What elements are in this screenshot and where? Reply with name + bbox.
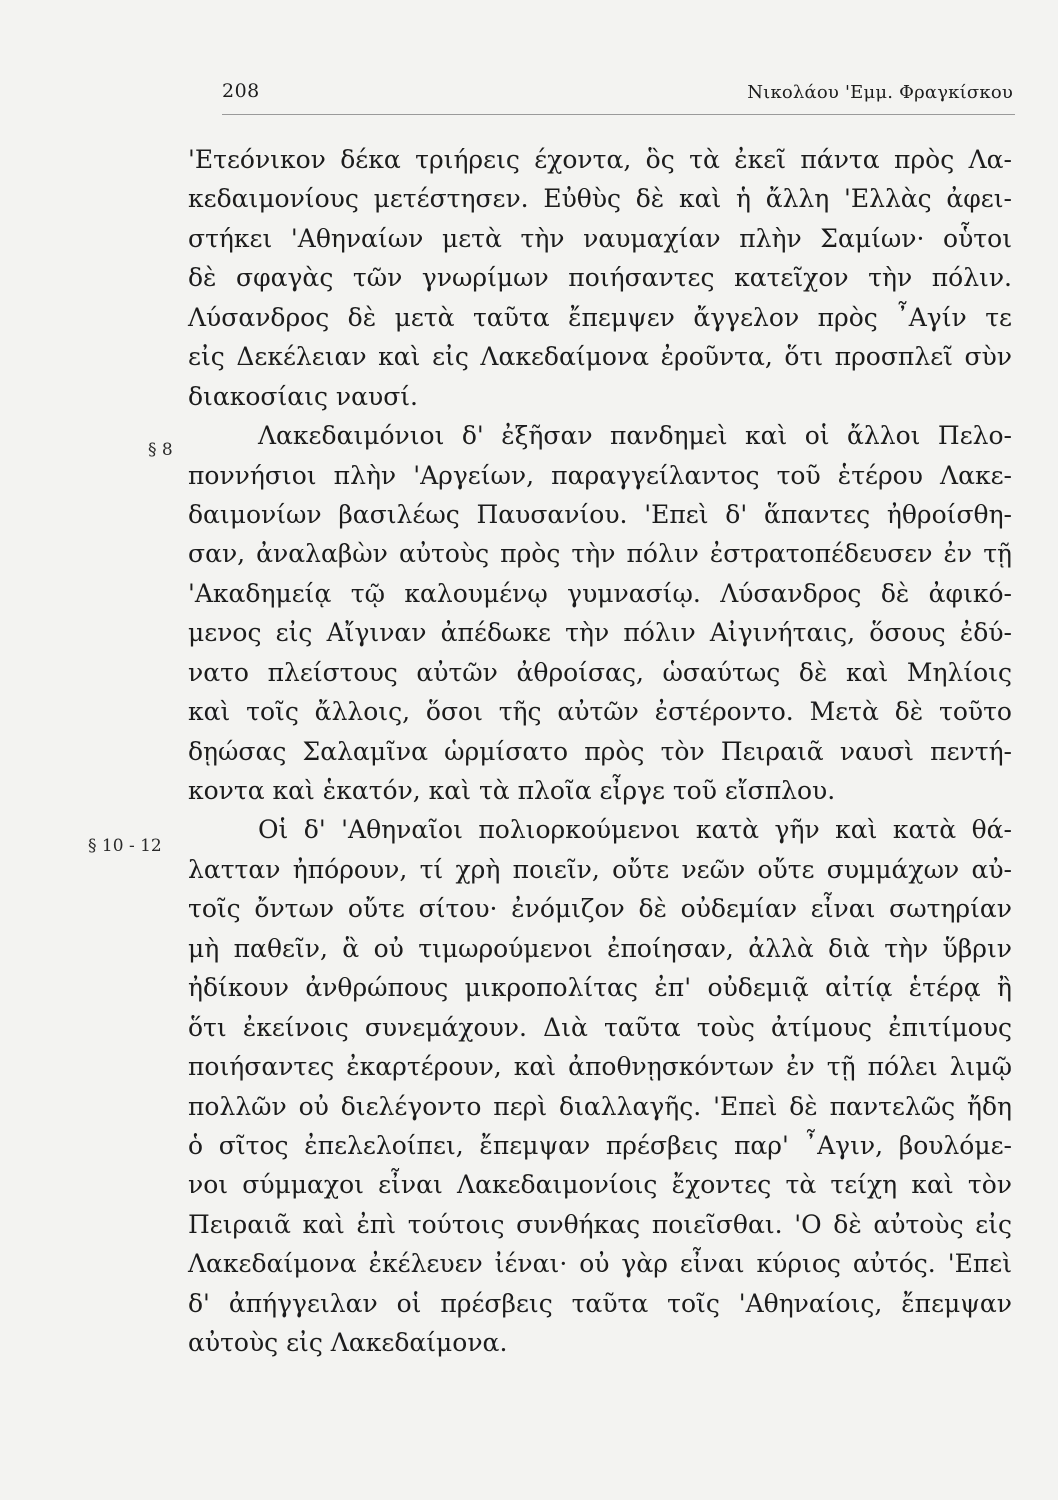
text-line: δὲ σφαγὰς τῶν γνωρίμων ποιήσαντες κατεῖχον τὴν πόλιν. xyxy=(188,263,1012,293)
text-line: Λύσανδρος δὲ μετὰ ταῦτα ἔπεμψεν ἄγγελον πρὸς ῏Αγίν τε xyxy=(188,302,1012,332)
text-line: ποννήσιοι πλὴν 'Αργείων, παραγγείλαντος τοῦ ἑτέρου Λακε- xyxy=(188,460,1012,490)
text-line: μὴ παθεῖν, ἃ οὐ τιμωρούμενοι ἐποίησαν, ἀλλὰ διὰ τὴν ὕβριν xyxy=(188,933,1012,963)
body-text xyxy=(188,140,1012,1363)
text-line: ποιήσαντες ἐκαρτέρουν, καὶ ἀποθνῃσκόντων ἐν τῇ πόλει λιμῷ xyxy=(188,1052,1012,1082)
margin-note-section-8: § 8 xyxy=(148,440,173,460)
text-line: Πειραιᾶ καὶ ἐπὶ τούτοις συνθήκας ποιεῖσθαι. 'Ο δὲ αὐτοὺς εἰς xyxy=(188,1209,1012,1239)
text-line: στήκει 'Αθηναίων μετὰ τὴν ναυμαχίαν πλὴν Σαμίων· οὗτοι xyxy=(188,223,1012,253)
text-line: μενος εἰς Αἴγιναν ἀπέδωκε τὴν πόλιν Αἰγινήταις, ὅσους ἐδύ- xyxy=(188,618,1012,648)
text-line: καὶ τοῖς ἄλλοις, ὅσοι τῆς αὐτῶν ἐστέροντο. Μετὰ δὲ τοῦτο xyxy=(188,697,1012,727)
text-line: διακοσίαις ναυσί. xyxy=(188,381,419,411)
text-line: ἠδίκουν ἀνθρώπους μικροπολίτας ἐπ' οὐδεμιᾷ αἰτίᾳ ἑτέρᾳ ἢ xyxy=(188,973,1012,1003)
text-line: πολλῶν οὐ διελέγοντο περὶ διαλλαγῆς. 'Επεὶ δὲ παντελῶς ἤδη xyxy=(188,1091,1012,1121)
margin-note-section-10-12: § 10 - 12 xyxy=(88,836,162,856)
text-line: Λακεδαίμονα ἐκέλευεν ἰέναι· οὐ γὰρ εἶναι κύριος αὐτός. 'Επεὶ xyxy=(188,1249,1012,1279)
text-line: τοῖς ὄντων οὔτε σίτου· ἐνόμιζον δὲ οὐδεμίαν εἶναι σωτηρίαν xyxy=(188,894,1012,924)
text-line: 'Ετεόνικον δέκα τριήρεις έχοντα, ὃς τὰ ἐκεῖ πάντα πρὸς Λα- xyxy=(188,145,1012,174)
text-line: αὐτοὺς εἰς Λακεδαίμονα. xyxy=(188,1328,508,1358)
text-line: ὅτι ἐκείνοις συνεμάχουν. Διὰ ταῦτα τοὺς ἀτίμους ἐπιτίμους xyxy=(188,1012,1012,1042)
text-line: νοι σύμμαχοι εἶναι Λακεδαιμονίοις ἔχοντες τὰ τείχη καὶ τὸν xyxy=(188,1170,1012,1200)
text-line: δ' ἀπήγγειλαν οἱ πρέσβεις ταῦτα τοῖς 'Αθηναίοις, ἔπεμψαν xyxy=(188,1288,1012,1318)
text-line: ὁ σῖτος ἐπελελοίπει, ἔπεμψαν πρέσβεις παρ' ῏Αγιν, βουλόμε- xyxy=(188,1130,1012,1160)
page-header xyxy=(222,74,1015,115)
page-number: 208 xyxy=(222,80,260,102)
text-line: Λακεδαιμόνιοι δ' ἐξῆσαν πανδημεὶ καὶ οἱ ἄλλοι Πελο- xyxy=(258,421,1012,451)
text-line: κοντα καὶ ἑκατόν, καὶ τὰ πλοῖα εἶργε τοῦ εἴσπλου. xyxy=(188,776,836,805)
text-line: δῃώσας Σαλαμῖνα ὡρμίσατο πρὸς τὸν Πειραιᾶ ναυσὶ πεντή- xyxy=(188,736,1012,766)
text-line: δαιμονίων βασιλέως Παυσανίου. 'Επεὶ δ' ἅπαντες ἠθροίσθη- xyxy=(188,499,1012,529)
running-head: Νικολάου 'Εμμ. Φραγκίσκου xyxy=(747,82,1013,103)
text-line: 'Ακαδημείᾳ τῷ καλουμένῳ γυμνασίῳ. Λύσανδρος δὲ ἀφικό- xyxy=(188,578,1012,608)
text-line: Οἱ δ' 'Αθηναῖοι πολιορκούμενοι κατὰ γῆν καὶ κατὰ θά- xyxy=(258,815,1012,845)
text-line: σαν, ἀναλαβὼν αὐτοὺς πρὸς τὴν πόλιν ἐστρατοπέδευσεν ἐν τῇ xyxy=(188,539,1012,569)
text-line: κεδαιμονίους μετέστησεν. Εὐθὺς δὲ καὶ ἡ ἄλλη 'Ελλὰς ἀφει- xyxy=(188,184,1012,214)
text-line: νατο πλείστους αὐτῶν ἀθροίσας, ὡσαύτως δὲ καὶ Μηλίοις xyxy=(188,657,1012,687)
text-line: λατταν ἠπόρουν, τί χρὴ ποιεῖν, οὔτε νεῶν οὔτε συμμάχων αὐ- xyxy=(188,854,1012,884)
text-line: εἰς Δεκέλειαν καὶ εἰς Λακεδαίμονα ἐροῦντα, ὅτι προσπλεῖ σὺν xyxy=(188,342,1012,372)
